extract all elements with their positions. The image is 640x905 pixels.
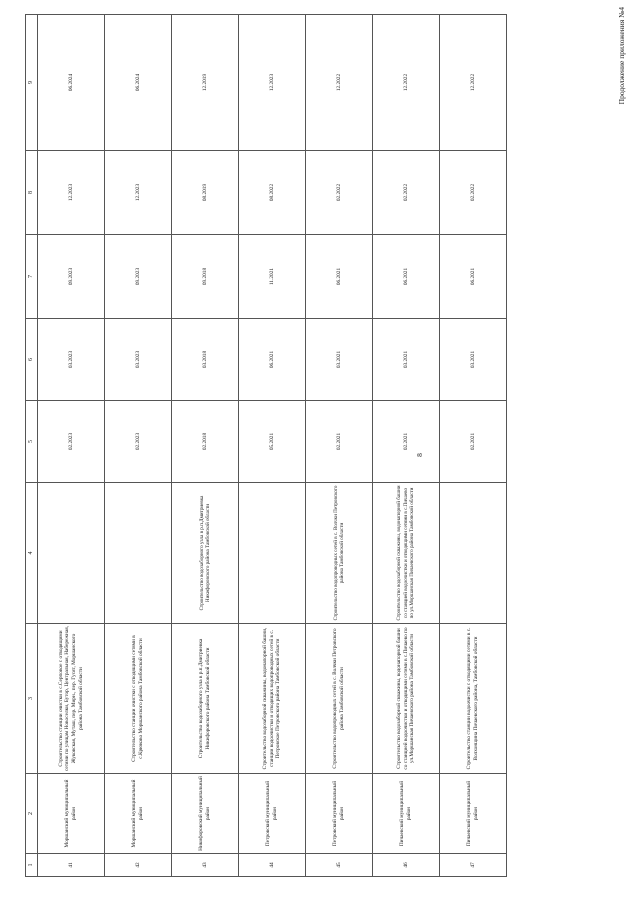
date-cell: 03.2021 — [440, 319, 507, 401]
table-row — [373, 15, 440, 877]
date-cell: 12.2022 — [373, 15, 440, 151]
district-cell: Петровский муниципальный район — [239, 774, 306, 854]
appendix-caption: Продолжение приложения №4 — [617, 7, 626, 105]
table-row — [306, 15, 373, 877]
col-header-3: 3 — [26, 624, 38, 774]
related-object-cell: Строительство водозаборного узла в р.п.Дмитриевка Никифоровского района Тамбовской области — [172, 483, 239, 624]
date-cell: 02.2023 — [105, 401, 172, 483]
date-cell: 06.2024 — [38, 15, 105, 151]
col-header-2: 2 — [26, 774, 38, 854]
date-cell: 02.2018 — [172, 401, 239, 483]
date-cell: 06.2021 — [440, 235, 507, 319]
date-cell: 06.2024 — [105, 15, 172, 151]
date-cell: 02.2023 — [38, 401, 105, 483]
date-cell: 06.2021 — [239, 319, 306, 401]
date-cell: 12.2022 — [440, 15, 507, 151]
related-object-cell — [440, 483, 507, 624]
related-object-cell: Строительство водозаборной скважины, водонапорной башни со станцией водоочистки и отводящими сетями в с.Пичаево по ул.Моршанская Пичаевского района Тамбовской области — [373, 483, 440, 624]
date-cell: 09.2023 — [105, 235, 172, 319]
col-header-7: 7 — [26, 235, 38, 319]
col-header-1: 1 — [26, 854, 38, 877]
date-cell: 12.2023 — [239, 15, 306, 151]
district-cell: Никифоровский муниципальный район — [172, 774, 239, 854]
col-header-5: 5 — [26, 401, 38, 483]
district-cell: Моршанский муниципальный район — [38, 774, 105, 854]
date-cell: 12.2022 — [306, 15, 373, 151]
table-row — [440, 15, 507, 877]
row-number: 46 — [373, 854, 440, 877]
date-cell: 12.2023 — [105, 151, 172, 235]
district-cell: Пичаевский муниципальный район — [373, 774, 440, 854]
object-cell: Строительство станции очистки в с.Серповое с отводящими сетями по улицам Новоселки, Бутор, Центральная, Набережная, Жуковская, Муташ, пер. Мирн., пер. Гусят, Моршанского района Тамбовской области — [38, 624, 105, 774]
row-number: 45 — [306, 854, 373, 877]
related-object-cell — [239, 483, 306, 624]
col-header-6: 6 — [26, 319, 38, 401]
row-number: 44 — [239, 854, 306, 877]
col-header-8: 8 — [26, 151, 38, 235]
object-cell: Строительство водозаборной скважины, водонапорной башни со станцией водоочистки и отводящими сетями в с.Пичаево по ул.Моршанская Пичаевского района Тамбовской области — [373, 624, 440, 774]
date-cell: 12.2019 — [172, 15, 239, 151]
district-cell: Петровский муниципальный район — [306, 774, 373, 854]
date-cell: 06.2021 — [306, 235, 373, 319]
col-header-9: 9 — [26, 15, 38, 151]
date-cell: 08.2019 — [172, 151, 239, 235]
date-cell: 03.2023 — [38, 319, 105, 401]
date-cell: 02.2022 — [440, 151, 507, 235]
object-cell: Строительство водопроводных сетей в с. Волчки Петровского района Тамбовской области — [306, 624, 373, 774]
row-number: 42 — [105, 854, 172, 877]
col-header-4: 4 — [26, 483, 38, 624]
row-number: 43 — [172, 854, 239, 877]
date-cell: 09.2018 — [172, 235, 239, 319]
date-cell: 12.2023 — [38, 151, 105, 235]
date-cell: 09.2023 — [38, 235, 105, 319]
date-cell: 02.2022 — [373, 151, 440, 235]
date-cell: 05.2021 — [239, 401, 306, 483]
date-cell: 03.2021 — [373, 319, 440, 401]
district-cell: Пичаевский муниципальный район — [440, 774, 507, 854]
object-cell: Строительство водозаборной скважины, водонапорной башни, станции водоочистки и отводящих водопроводных сетей в с. Петровское Петровского района Тамбовской области — [239, 624, 306, 774]
related-object-cell — [38, 483, 105, 624]
page-number: 8 — [415, 453, 424, 457]
district-cell: Моршанский муниципальный район — [105, 774, 172, 854]
related-object-cell — [105, 483, 172, 624]
date-cell: 11.2021 — [239, 235, 306, 319]
table-row — [172, 15, 239, 877]
object-cell: Строительство водозаборного узла в р.п.Дмитриевка Никифоровского района Тамбовской области — [172, 624, 239, 774]
table-row — [38, 15, 105, 877]
object-cell: Строительство станции очистки с отводящими сетями в с.Крюково Моршанского района Тамбовской области — [105, 624, 172, 774]
table-row — [105, 15, 172, 877]
date-cell: 02.2021 — [373, 401, 440, 483]
object-cell: Строительство станции водоочистки с отводящими сетями в с. Волхонщина Пичаевского района, Тамбовской области — [440, 624, 507, 774]
table-row — [239, 15, 306, 877]
header-row — [26, 15, 38, 877]
date-cell: 03.2023 — [105, 319, 172, 401]
row-number: 41 — [38, 854, 105, 877]
related-object-cell: Строительство водопроводных сетей в с. Волчки Петровского района Тамбовской области — [306, 483, 373, 624]
date-cell: 08.2022 — [239, 151, 306, 235]
date-cell: 03.2021 — [306, 319, 373, 401]
schedule-table — [25, 14, 507, 877]
date-cell: 06.2021 — [373, 235, 440, 319]
row-number: 47 — [440, 854, 507, 877]
date-cell: 02.2021 — [440, 401, 507, 483]
date-cell: 02.2021 — [306, 401, 373, 483]
date-cell: 03.2018 — [172, 319, 239, 401]
date-cell: 02.2022 — [306, 151, 373, 235]
